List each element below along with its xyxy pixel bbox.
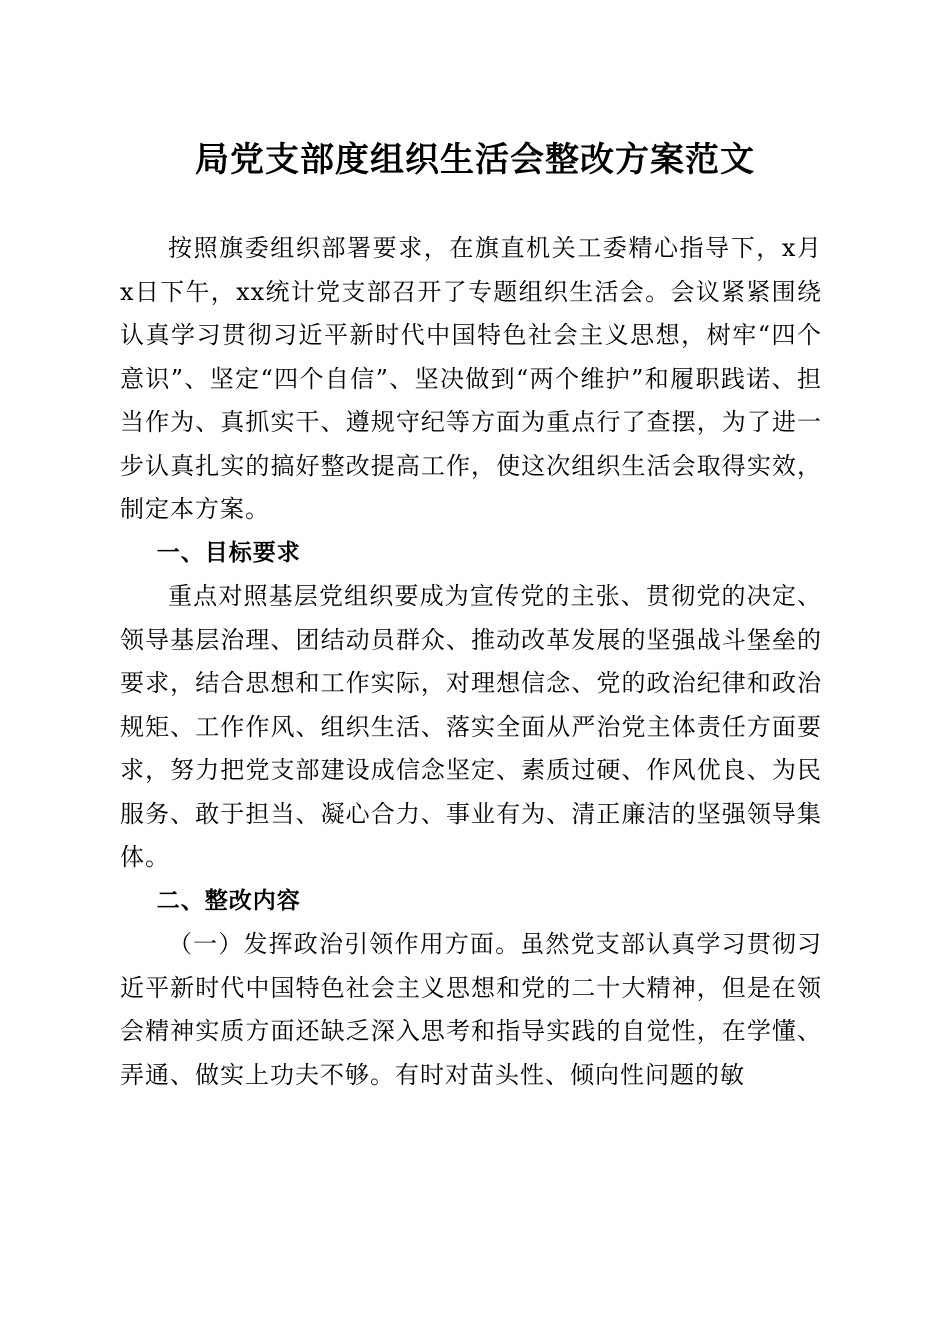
section-heading-rectification: 二、整改内容 xyxy=(156,887,301,914)
rectification-item-1-text: 虽然党支部认真学习贯彻习近平新时代中国特色社会主义思想和党的二十大精神，但是在领会精神实质方面还缺乏深入思考和指导实践的自觉性，在学懂、弄通、做实上功夫不够。有时对苗头性、倾向性问题的敏 xyxy=(120,930,823,1089)
document-body xyxy=(120,227,822,1097)
intro-paragraph: 按照旗委组织部署要求，在旗直机关工委精心指导下，x月x日下午，xx统计党支部召开了专题组织生活会。会议紧紧围绕认真学习贯彻习近平新时代中国特色社会主义思想，树牢“四个意识”、坚定“四个自信”、坚决做到“两个维护”和履职践诺、担当作为、真抓实干、遵规守纪等方面为重点行了查摆，为了进一步认真扎实的搞好整改提高工作，使这次组织生活会取得实效，制定本方案。 xyxy=(120,234,822,523)
goals-paragraph: 重点对照基层党组织要成为宣传党的主张、贯彻党的决定、领导基层治理、团结动员群众、推动改革发展的坚强战斗堡垒的要求，结合思想和工作实际，对理想信念、党的政治纪律和政治规矩、工作作风、组织生活、落实全面从严治党主体责任方面要求，努力把党支部建设成信念坚定、素质过硬、作风优良、为民服务、敢于担当、凝心合力、事业有为、清正廉洁的坚强领导集体。 xyxy=(120,582,822,871)
rectification-item-1-lead: （一）发挥政治引领作用方面。 xyxy=(168,930,521,958)
document-title: 局党支部度组织生活会整改方案范文 xyxy=(195,140,755,180)
section-heading-goals: 一、目标要求 xyxy=(156,539,301,566)
rectification-item-1 xyxy=(120,923,822,1097)
